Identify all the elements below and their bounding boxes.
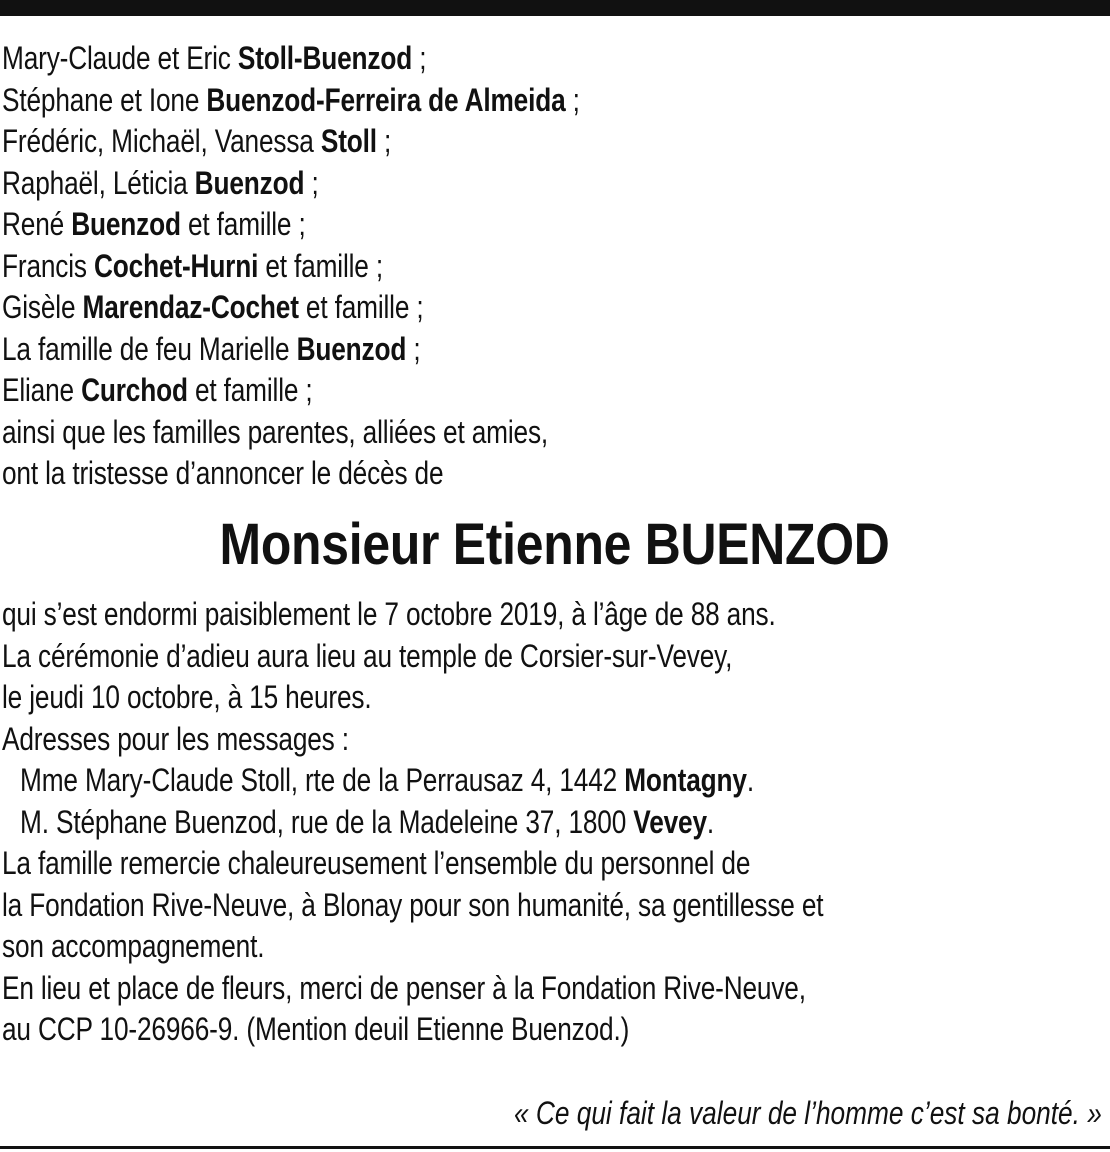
family-line: Raphaël, Léticia Buenzod ; bbox=[2, 164, 319, 201]
bottom-rule bbox=[0, 1146, 1110, 1149]
deceased-name: Monsieur Etienne BUENZOD bbox=[219, 512, 891, 577]
announcement-details bbox=[2, 594, 1102, 1051]
thanks-line: La famille remercie chaleureusement l’ensemble du personnel de bbox=[2, 845, 751, 881]
death-notice-line: qui s’est endormi paisiblement le 7 octobre 2019, à l’âge de 88 ans. bbox=[2, 596, 776, 632]
family-line: Stéphane et Ione Buenzod-Ferreira de Almeida ; bbox=[2, 81, 580, 118]
family-list bbox=[2, 38, 1102, 495]
top-rule bbox=[0, 0, 1110, 16]
family-line: La famille de feu Marielle Buenzod ; bbox=[2, 330, 421, 367]
family-line: Frédéric, Michaël, Vanessa Stoll ; bbox=[2, 123, 392, 159]
thanks-line: son accompagnement. bbox=[2, 928, 265, 964]
ceremony-time-line: le jeudi 10 octobre, à 15 heures. bbox=[2, 679, 372, 715]
intro-line: ainsi que les familles parentes, alliées et amies, bbox=[2, 413, 549, 450]
family-line: Gisèle Marendaz-Cochet et famille ; bbox=[2, 289, 424, 325]
ceremony-line: La cérémonie d’adieu aura lieu au temple de Corsier-sur-Vevey, bbox=[2, 637, 733, 674]
thanks-line: la Fondation Rive-Neuve, à Blonay pour son humanité, sa gentillesse et bbox=[2, 886, 824, 923]
family-line: Francis Cochet-Hurni et famille ; bbox=[2, 247, 383, 284]
flowers-line: En lieu et place de fleurs, merci de penser à la Fondation Rive-Neuve, bbox=[2, 969, 806, 1006]
addresses-heading: Adresses pour les messages : bbox=[2, 720, 349, 757]
flowers-line: au CCP 10-26966-9. (Mention deuil Etienne Buenzod.) bbox=[2, 1011, 630, 1047]
intro-line: ont la tristesse d’annoncer le décès de bbox=[2, 455, 444, 491]
motto-quote: « Ce qui fait la valeur de l’homme c’est sa bonté. » bbox=[514, 1095, 1102, 1131]
address-line: Mme Mary-Claude Stoll, rte de la Perrausaz 4, 1442 Montagny. bbox=[20, 762, 754, 798]
family-line: Eliane Curchod et famille ; bbox=[2, 372, 313, 408]
address-line: M. Stéphane Buenzod, rue de la Madeleine 37, 1800 Vevey. bbox=[20, 803, 715, 840]
family-line: Mary-Claude et Eric Stoll-Buenzod ; bbox=[2, 40, 427, 76]
family-line: René Buenzod et famille ; bbox=[2, 206, 306, 242]
